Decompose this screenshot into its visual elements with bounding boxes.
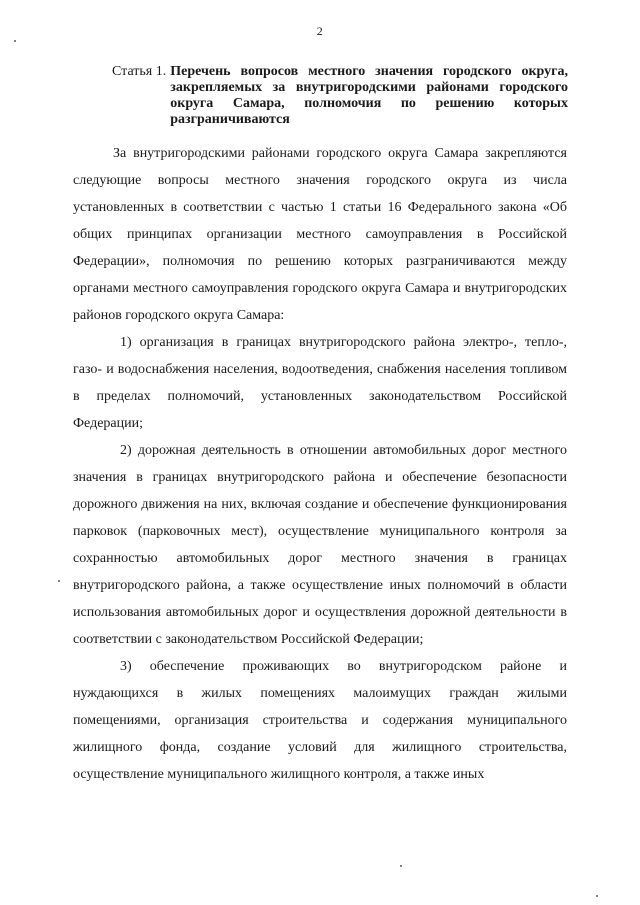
list-item-3: 3) обеспечение проживающих во внутригородском районе и нуждающихся в жилых помещениях малоимущих граждан жилыми помещениями, организация строительства и содержания муниципального жилищного фонда, создание условий для жилищного строительства, осуществление муниципального жилищного контроля, а также иных [73, 659, 567, 782]
article-title: Перечень вопросов местного значения городского округа, закрепляемых за внутригородскими районами городского округа Самара, полномочия по решению которых разграничиваются [170, 64, 568, 127]
article-heading [112, 64, 568, 128]
scan-speck [14, 40, 16, 42]
list-item-2: 2) дорожная деятельность в отношении автомобильных дорог местного значения в границах внутригородского района и обеспечение безопасности дорожного движения на них, включая создание и обеспечение функционирования парковок (парковочных мест), осуществление муниципального контроля за сохранностью автомобильных дорог местного значения в границах внутригородского района, а также осуществление иных полномочий в области использования автомобильных дорог и осуществления дорожной деятельности в соответствии с законодательством Российской Федерации; [73, 443, 567, 647]
document-body [73, 140, 567, 788]
page-number: 2 [316, 24, 324, 38]
article-label: Статья 1. [112, 64, 167, 79]
scan-speck [400, 865, 402, 867]
scan-speck [58, 580, 60, 582]
list-item-1: 1) организация в границах внутригородского района электро-, тепло-, газо- и водоснабжения населения, водоотведения, снабжения населения топливом в пределах полномочий, установленных законодательством Российской Федерации; [73, 335, 567, 431]
intro-paragraph: За внутригородскими районами городского округа Самара закрепляются следующие вопросы местного значения городского округа из числа установленных в соответствии с частью 1 статьи 16 Федерального закона «Об общих принципах организации местного самоуправления в Российской Федерации», полномочия по решению которых разграничиваются между органами местного самоуправления городского округа Самара и внутригородских районов городского округа Самара: [73, 146, 567, 323]
scan-speck [596, 895, 598, 897]
